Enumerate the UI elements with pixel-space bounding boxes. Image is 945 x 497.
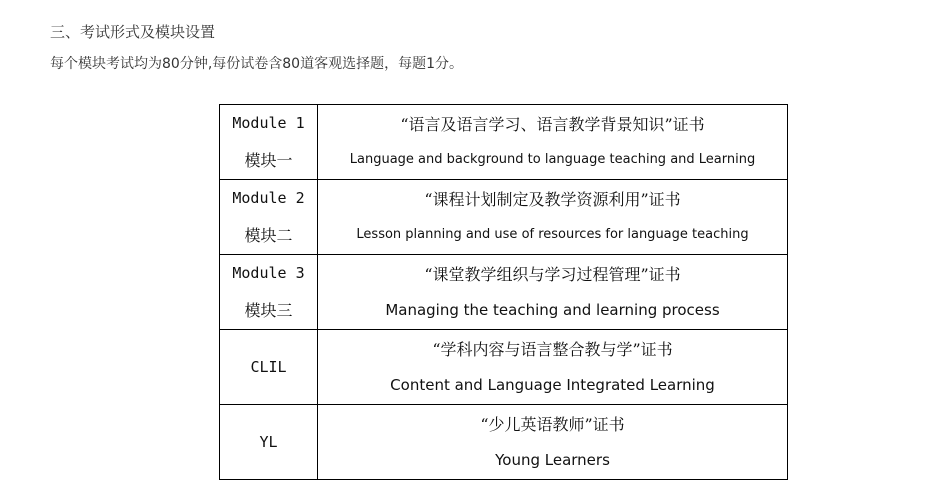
- certificate-cn: “少儿英语教师”证书: [480, 415, 625, 434]
- module-code: Module 2: [232, 189, 305, 207]
- module-code: Module 1: [232, 114, 305, 132]
- certificate-en: Language and background to language teaching and Learning: [349, 152, 756, 167]
- table-row: [220, 180, 788, 255]
- module-cell: [220, 105, 318, 180]
- certificate-en: Young Learners: [495, 451, 610, 469]
- intro-text: 每个模块考试均为80分钟,每份试卷含80道客观选择题，每题1分。: [50, 56, 463, 72]
- certificate-en: Content and Language Integrated Learning: [390, 376, 715, 394]
- module-code: CLIL: [250, 358, 287, 376]
- certificate-en: Managing the teaching and learning process: [385, 301, 720, 319]
- module-cell: [220, 255, 318, 330]
- module-table: [219, 104, 788, 480]
- certificate-cn: “学科内容与语言整合教与学”证书: [432, 340, 673, 359]
- certificate-cell: [318, 330, 788, 405]
- certificate-cell: [318, 405, 788, 480]
- module-cn-name: 模块二: [244, 226, 293, 245]
- certificate-cell: [318, 180, 788, 255]
- table-row: [220, 405, 788, 480]
- table-row: [220, 255, 788, 330]
- module-cn-name: 模块三: [244, 301, 293, 320]
- module-cell: [220, 180, 318, 255]
- certificate-cn: “课堂教学组织与学习过程管理”证书: [424, 265, 681, 284]
- section-heading: 三、考试形式及模块设置: [50, 23, 216, 41]
- certificate-cn: “课程计划制定及教学资源利用”证书: [424, 190, 681, 209]
- module-code: Module 3: [232, 264, 305, 282]
- certificate-cell: [318, 255, 788, 330]
- module-cell: [220, 405, 318, 480]
- module-code: YL: [259, 433, 278, 451]
- module-cell: [220, 330, 318, 405]
- certificate-cell: [318, 105, 788, 180]
- certificate-cn: “语言及语言学习、语言教学背景知识”证书: [400, 115, 705, 134]
- module-cn-name: 模块一: [244, 151, 293, 170]
- table-row: [220, 105, 788, 180]
- table-row: [220, 330, 788, 405]
- certificate-en: Lesson planning and use of resources for language teaching: [356, 227, 749, 242]
